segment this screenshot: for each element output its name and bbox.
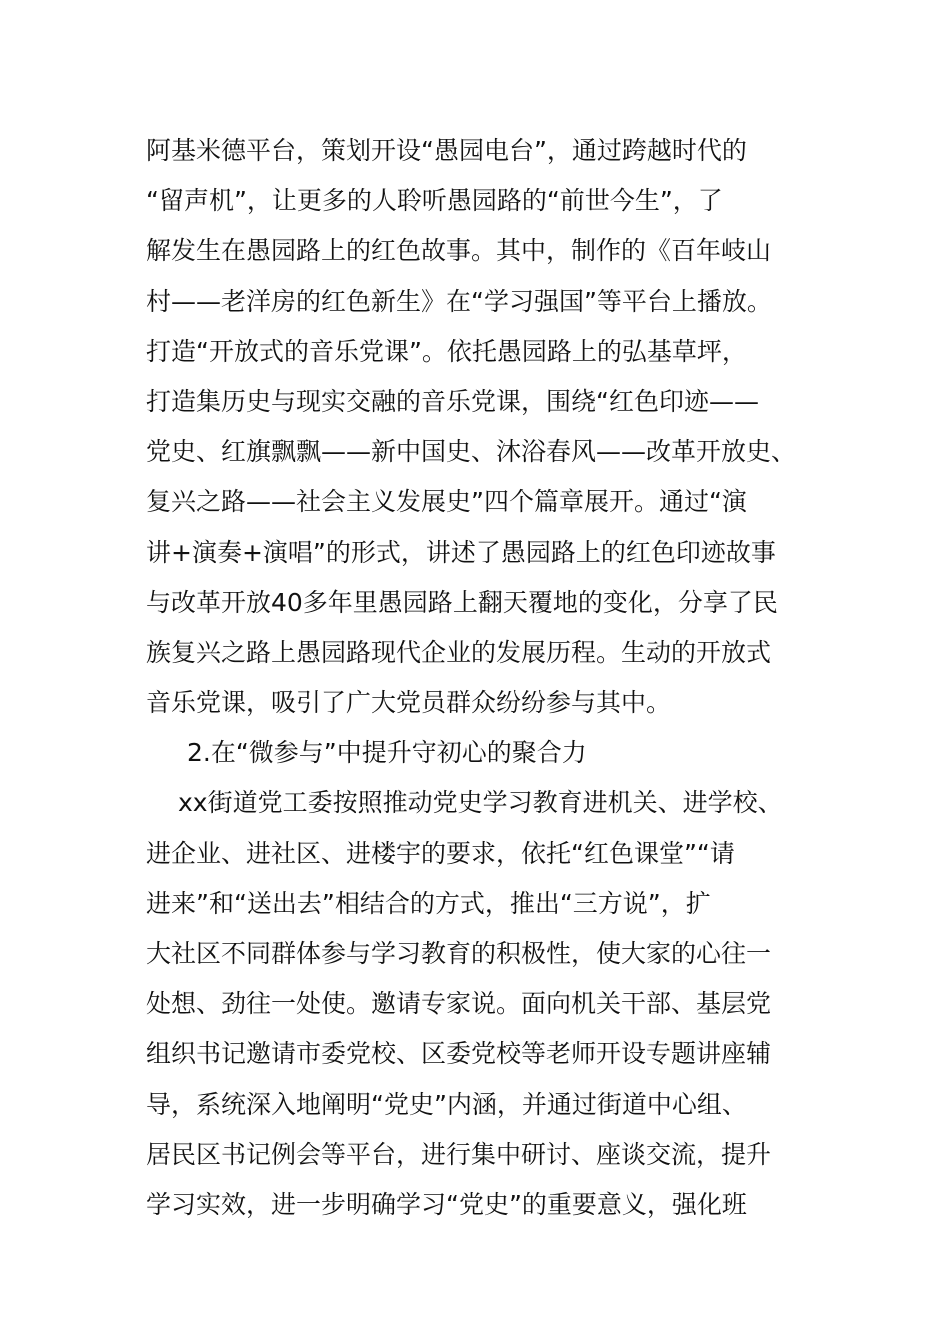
text-line: 与改革开放40多年里愚园路上翻天覆地的变化，分享了民 bbox=[146, 587, 778, 617]
text-line: 复兴之路——社会主义发展史”四个篇章展开。通过“演 bbox=[146, 487, 747, 517]
text-line: 学习实效，进一步明确学习“党史”的重要意义，强化班 bbox=[146, 1189, 747, 1219]
text-line: 打造“开放式的音乐党课”。依托愚园路上的弘基草坪， bbox=[146, 336, 747, 366]
text-line: 音乐党课，吸引了广大党员群众纷纷参与其中。 bbox=[146, 688, 672, 718]
text-line: 解发生在愚园路上的红色故事。其中，制作的《百年岐山 bbox=[146, 236, 772, 266]
text-line: 族复兴之路上愚园路现代企业的发展历程。生动的开放式 bbox=[146, 637, 772, 667]
section-heading: 2.在“微参与”中提升守初心的聚合力 bbox=[187, 738, 587, 768]
text-line: 组织书记邀请市委党校、区委党校等老师开设专题讲座辅 bbox=[146, 1039, 772, 1069]
text-line: 进来”和“送出去”相结合的方式，推出“三方说”，扩 bbox=[146, 888, 711, 918]
document-body bbox=[0, 126, 950, 1230]
text-line: 讲+演奏+演唱”的形式，讲述了愚园路上的红色印迹故事 bbox=[146, 537, 776, 567]
text-line: 村——老洋房的红色新生》在“学习强国”等平台上播放。 bbox=[146, 286, 772, 316]
text-line: 居民区书记例会等平台，进行集中研讨、座谈交流，提升 bbox=[146, 1139, 772, 1169]
text-line: 党史、红旗飘飘——新中国史、沐浴春风——改革开放史、 bbox=[146, 437, 797, 467]
text-line: 进企业、进社区、进楼宇的要求，依托“红色课堂”“请 bbox=[146, 838, 735, 868]
text-line: “留声机”，让更多的人聆听愚园路的“前世今生”，了 bbox=[146, 186, 723, 216]
text-line: 阿基米德平台，策划开设“愚园电台”，通过跨越时代的 bbox=[146, 136, 747, 165]
text-line: 大社区不同群体参与学习教育的积极性，使大家的心往一 bbox=[146, 939, 772, 968]
text-line: 处想、劲往一处使。邀请专家说。面向机关干部、基层党 bbox=[146, 989, 772, 1019]
paragraph-first-line: xx街道党工委按照推动党史学习教育进机关、进学校、 bbox=[178, 788, 783, 818]
text-line: 打造集历史与现实交融的音乐党课，围绕“红色印迹—— bbox=[146, 386, 759, 416]
text-line: 导，系统深入地阐明“党史”内涵，并通过街道中心组、 bbox=[146, 1089, 747, 1119]
